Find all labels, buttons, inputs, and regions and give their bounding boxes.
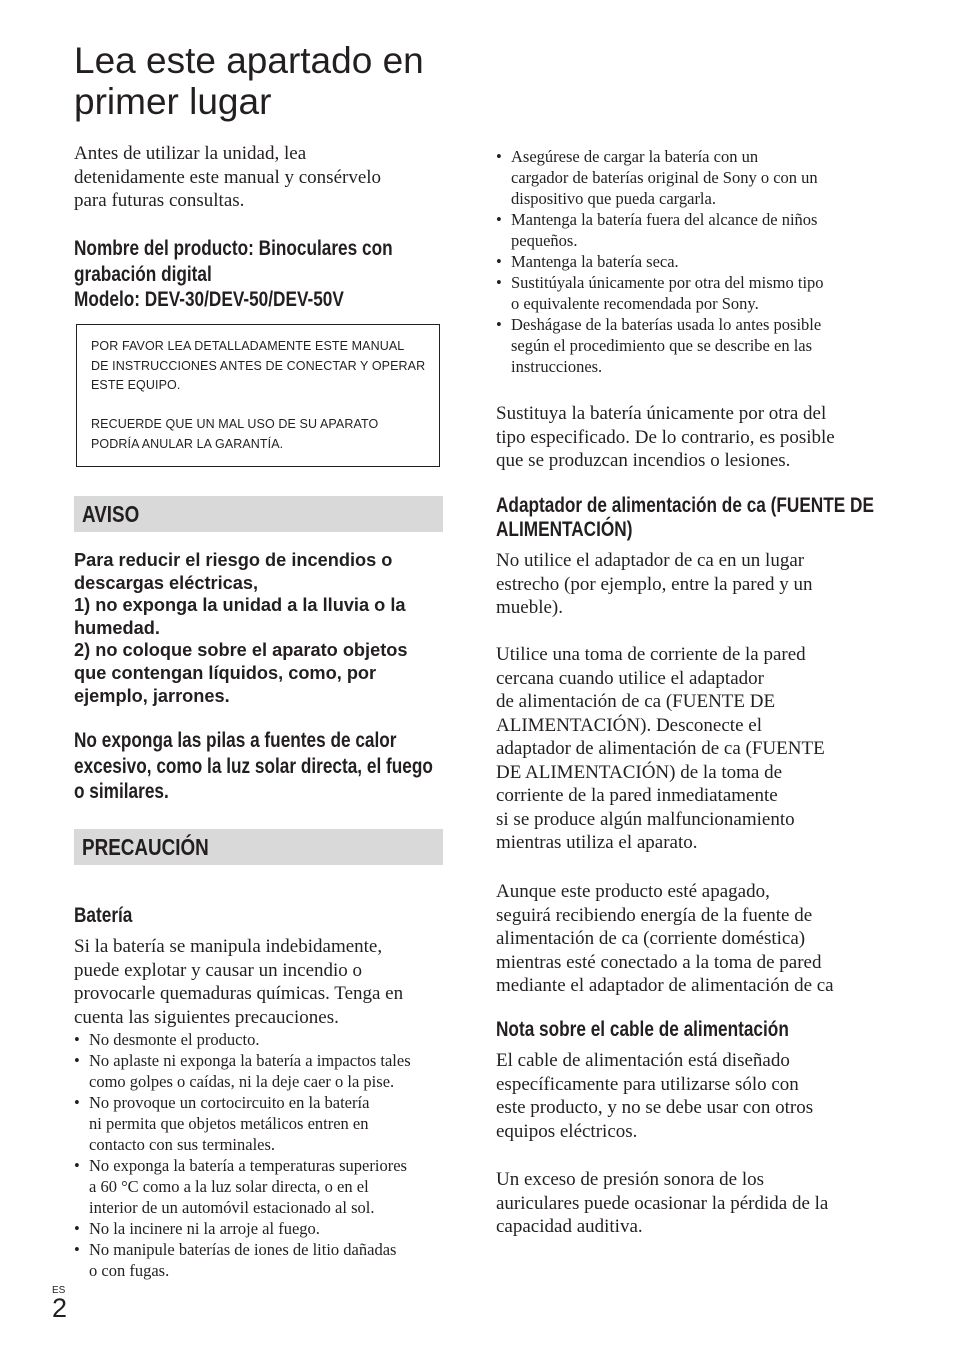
title-line: Lea este apartado en [74,40,424,81]
warning-line: humedad. [74,617,160,638]
adaptador-line: mueble). [496,597,564,618]
cable-line: este producto, y no se debe usar con otros [496,1097,814,1118]
list-item-line: o equivalente recomendada por Sony. [511,294,759,313]
list-item-line: instrucciones. [511,357,603,376]
warning-line: Para reducir el riesgo de incendios o [74,550,393,570]
battery-heat-line: excesivo, como la luz solar directa, el fuego [74,754,433,778]
notice-text [91,337,425,454]
bateria-line: Si la batería se manipula indebidamente, [74,936,383,957]
cable-title-text: Nota sobre el cable de alimentación [496,1018,789,1041]
intro-line: Antes de utilizar la unidad, lea [74,143,307,164]
list-item-line: No provoque un cortocircuito en la batería [89,1093,370,1112]
product-model-line: Modelo: DEV-30/DEV-50/DEV-50V [74,288,344,311]
adaptador-line: mediante el adaptador de alimentación de ca [496,975,834,996]
list-item-line: No manipule baterías de iones de litio dañadas [89,1240,397,1259]
notice-line: DE INSTRUCCIONES ANTES DE CONECTAR Y OPERAR [91,358,426,373]
battery-precautions-list-continued [496,146,824,377]
adaptador-paragraph-2 [496,643,825,855]
bateria-title [74,904,132,928]
adaptador-line: DE ALIMENTACIÓN) de la toma de [496,761,783,783]
replace-battery-paragraph [496,402,835,473]
battery-heat-line: o similares. [74,780,169,803]
list-item-line: Asegúrese de cargar la batería con un [511,147,759,166]
adaptador-line: alimentación de ca (corriente doméstica) [496,928,806,949]
battery-heat-line: No exponga las pilas a fuentes de calor [74,729,397,752]
list-item-line: o con fugas. [89,1261,170,1280]
product-name-line: grabación digital [74,262,212,286]
notice-line: RECUERDE QUE UN MAL USO DE SU APARATO [91,417,379,431]
list-item: • No aplaste ni exponga la batería a impactos tales como golpes o caídas, ni la deje caer o la pise. [74,1051,411,1091]
list-item-line: No desmonte el producto. [89,1030,260,1049]
intro-line: para futuras consultas. [74,190,245,211]
list-item-line: dispositivo que pueda cargarla. [511,189,716,208]
cable-line: Un exceso de presión sonora de los [496,1169,765,1190]
adaptador-line: ALIMENTACIÓN). Desconecte el [496,714,762,736]
adaptador-line: seguirá recibiendo energía de la fuente de [496,904,813,926]
list-item-line: cargador de baterías original de Sony o con un [511,168,818,187]
intro-line: detenidamente este manual y consérvelo [74,166,382,188]
product-name-line: Nombre del producto: Binoculares con [74,237,393,260]
cable-line: capacidad auditiva. [496,1216,643,1237]
cable-title [496,1018,789,1042]
adaptador-paragraph-1 [496,549,813,620]
cable-line: equipos eléctricos. [496,1120,638,1142]
warning-line: que contengan líquidos, como, por [74,662,377,683]
battery-heat-warning [74,728,433,805]
bateria-paragraph [74,935,403,1029]
list-item-line: ni permita que objetos metálicos entren en [89,1114,369,1133]
notice-line: PODRÍA ANULAR LA GARANTÍA. [91,436,284,451]
page-number: 2 [52,1293,68,1323]
page-language: ES [52,1285,66,1296]
list-item-line: Mantenga la batería seca. [511,252,679,271]
list-item-line: No la incinere ni la arroje al fuego. [89,1219,320,1238]
adaptador-line: corriente de la pared inmediatamente [496,785,778,806]
list-item-line: como golpes o caídas, ni la deje caer o la pise. [89,1072,395,1091]
list-item-line: No aplaste ni exponga la batería a impactos tales [89,1051,411,1070]
adaptador-line: mientras esté conectado a la toma de pared [496,951,822,973]
cable-paragraph-1 [496,1049,813,1143]
precaucion-heading-band [74,829,443,865]
adaptador-title-line: Adaptador de alimentación de ca (FUENTE DE [496,494,874,517]
list-item-line: contacto con sus terminales. [89,1135,276,1154]
adaptador-line: adaptador de alimentación de ca (FUENTE [496,738,825,759]
warning-line: 1) no exponga la unidad a la lluvia o la [74,595,406,616]
cable-line: El cable de alimentación está diseñado [496,1050,790,1071]
list-item: • Asegúrese de cargar la batería con un cargador de baterías original de Sony o con un dispositivo que pueda cargarla. [496,146,824,209]
list-item-line: pequeños. [511,231,578,250]
aviso-heading: AVISO [82,501,140,527]
list-item: • No provoque un cortocircuito en la batería ni permita que objetos metálicos entren en contacto con sus terminales. [74,1092,411,1155]
warning-line: descargas eléctricas, [74,572,259,593]
list-item: • Mantenga la batería seca. [496,251,824,272]
adaptador-line: mientras utiliza el aparato. [496,832,698,853]
adaptador-paragraph-3 [496,880,834,998]
list-item-line: Sustitúyala únicamente por otra del mismo tipo [511,273,824,292]
list-item-line: a 60 °C como a la luz solar directa, o en el [89,1177,369,1196]
bateria-title-text: Batería [74,904,133,927]
list-item: • No la incinere ni la arroje al fuego. [74,1218,411,1239]
replace-line: que se produzcan incendios o lesiones. [496,450,791,471]
list-item: • Mantenga la batería fuera del alcance de niños pequeños. [496,209,824,251]
list-item-line: Mantenga la batería fuera del alcance de niños [511,210,818,229]
warning-line: 2) no coloque sobre el aparato objetos [74,640,408,661]
adaptador-line: estrecho (por ejemplo, entre la pared y un [496,573,813,595]
notice-line: POR FAVOR LEA DETALLADAMENTE ESTE MANUAL [91,339,405,353]
cable-line: específicamente para utilizarse sólo con [496,1073,799,1095]
list-item: • No desmonte el producto. [74,1029,411,1050]
warning-line: ejemplo, jarrones. [74,685,230,706]
adaptador-line: Utilice una toma de corriente de la pared [496,644,806,665]
bateria-line: provocarle quemaduras químicas. Tenga en [74,983,404,1004]
replace-line: Sustituya la batería únicamente por otra del [496,403,827,424]
notice-line: ESTE EQUIPO. [91,378,181,392]
adaptador-title-line: ALIMENTACIÓN) [496,518,633,541]
list-item: • No exponga la batería a temperaturas superiores a 60 °C como a la luz solar directa, o en el interior de un automóvil estacionado al sol. [74,1155,411,1218]
precaucion-heading: PRECAUCIÓN [82,834,209,860]
list-item-line: interior de un automóvil estacionado al sol. [89,1198,375,1217]
aviso-warning [74,549,408,707]
notice-box [76,324,440,467]
adaptador-line: No utilice el adaptador de ca en un lugar [496,550,805,571]
list-item-line: Deshágase de la baterías usada lo antes posible [511,315,822,334]
bateria-line: puede explotar y causar un incendio o [74,959,363,981]
list-item-line: según el procedimiento que se describe en las [511,336,813,355]
adaptador-line: Aunque este producto esté apagado, [496,881,770,902]
list-item-line: No exponga la batería a temperaturas superiores [89,1156,407,1175]
page-title [74,40,424,122]
list-item: • Sustitúyala únicamente por otra del mismo tipo o equivalente recomendada por Sony. [496,273,824,313]
list-item: • No manipule baterías de iones de litio dañadas o con fugas. [74,1239,411,1281]
adaptador-title [496,494,874,542]
intro-paragraph [74,142,381,213]
battery-precautions-list [74,1029,411,1281]
adaptador-line: de alimentación de ca (FUENTE DE [496,691,776,712]
adaptador-line: si se produce algún malfuncionamiento [496,808,795,830]
cable-line: auriculares puede ocasionar la pérdida de la [496,1192,829,1214]
aviso-heading-band [74,496,443,532]
title-line: primer lugar [74,81,272,122]
adaptador-line: cercana cuando utilice el adaptador [496,667,764,689]
list-item: • Deshágase de la baterías usada lo antes posible según el procedimiento que se describe en las instrucciones. [496,314,824,377]
bateria-line: cuenta las siguientes precauciones. [74,1006,339,1028]
product-info [74,236,393,313]
replace-line: tipo especificado. De lo contrario, es posible [496,426,835,448]
cable-paragraph-2 [496,1168,828,1239]
